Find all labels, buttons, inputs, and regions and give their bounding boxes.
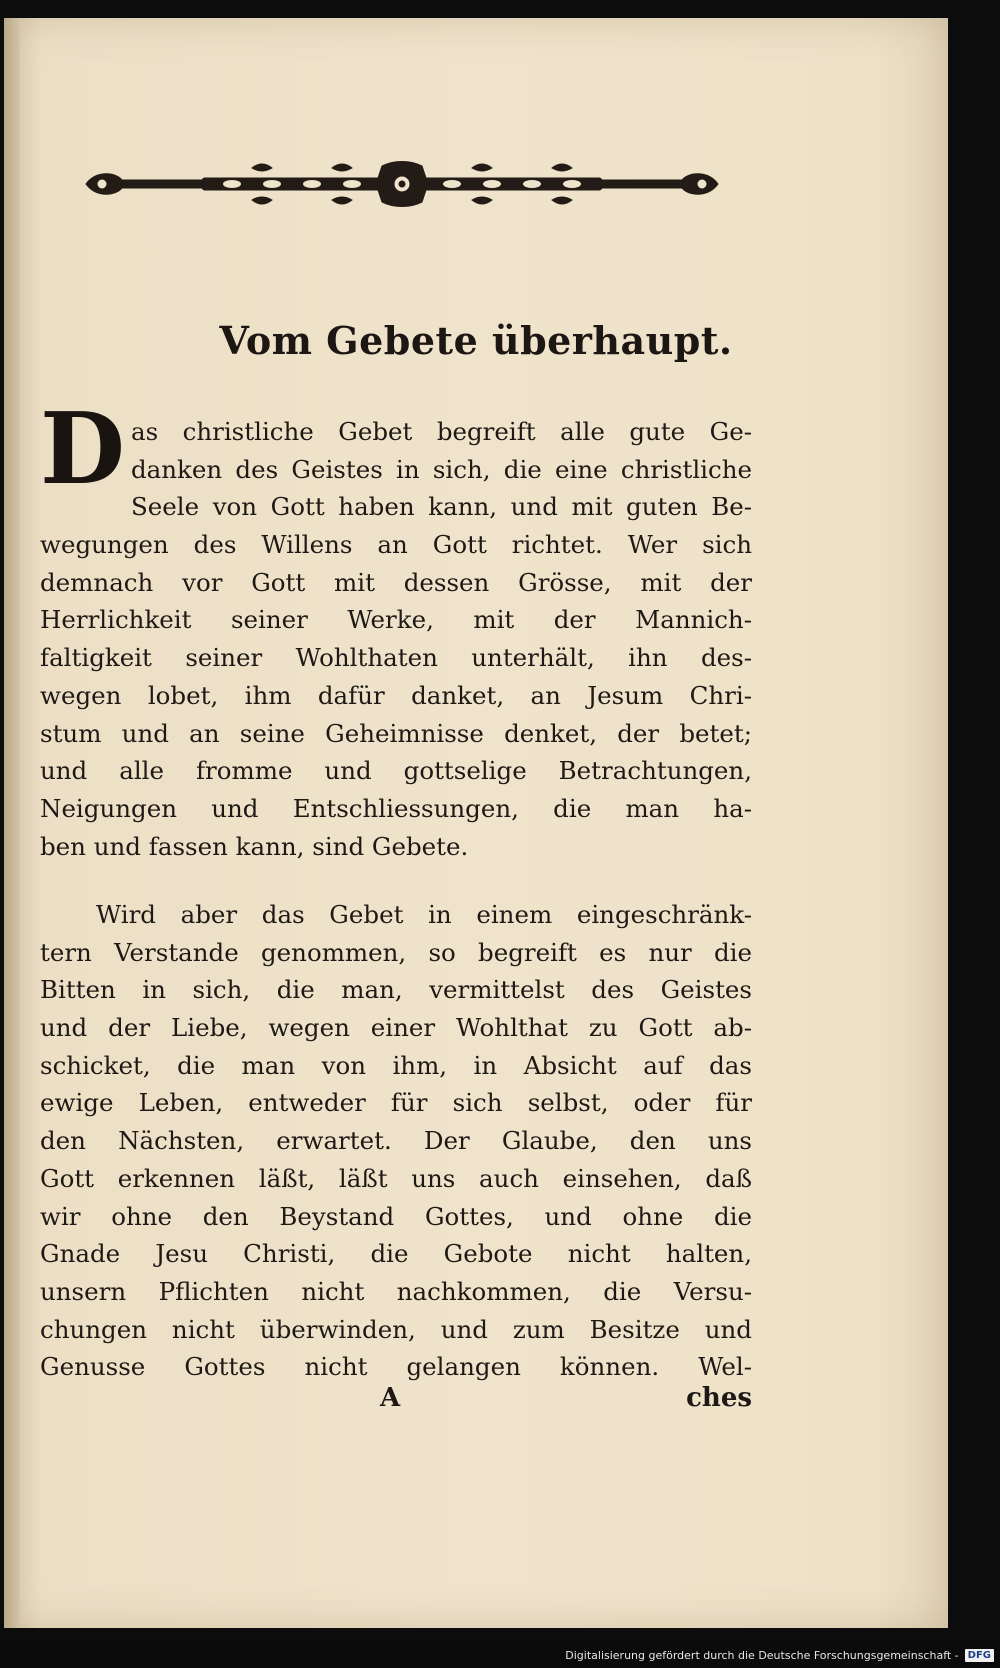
text-line: faltigkeit seiner Wohlthaten unterhält, ihn des- [40, 643, 752, 673]
text-line: wir ohne den Beystand Gottes, und ohne die [40, 1201, 752, 1231]
text-line: schicket, die man von ihm, in Absicht auf das [40, 1050, 752, 1080]
text-line: as christliche Gebet begreift alle gute Ge- [130, 417, 752, 446]
signature-mark: A [380, 1383, 401, 1413]
text-line: Herrlichkeit seiner Werke, mit der Mannich- [40, 605, 752, 635]
dfg-logo: DFG [965, 1649, 994, 1662]
text-line: Genusse Gottes nicht gelangen können. Wel- [40, 1352, 752, 1382]
text-line: Seele von Gott haben kann, und mit guten Be- [130, 492, 752, 522]
catchword: ches [686, 1383, 752, 1413]
page-gutter-edge [4, 18, 20, 1628]
drop-cap-initial: D [40, 392, 125, 507]
text-line: danken des Geistes in sich, die eine christliche [130, 454, 752, 484]
text-line: Gnade Jesu Christi, die Gebote nicht halten, [40, 1239, 752, 1269]
text-line: ewige Leben, entweder für sich selbst, oder für [40, 1088, 752, 1118]
book-page [4, 18, 948, 1628]
paragraph-2 [40, 896, 752, 1386]
text-line: Bitten in sich, die man, vermittelst des Geistes [40, 975, 752, 1005]
paragraph-1 [40, 392, 752, 865]
text-line: wegen lobet, ihm dafür danket, an Jesum Chri- [40, 680, 752, 710]
text-line: chungen nicht überwinden, und zum Besitze und [40, 1314, 752, 1344]
digitization-credit-text: Digitalisierung gefördert durch die Deutsche Forschungsgemeinschaft - [565, 1648, 959, 1662]
text-line: demnach vor Gott mit dessen Grösse, mit der [40, 567, 752, 597]
text-line: stum und an seine Geheimnisse denket, der betet; [40, 718, 752, 748]
decorative-ornament-band [82, 158, 722, 210]
text-line: ben und fassen kann, sind Gebete. [40, 831, 469, 861]
text-line: und alle fromme und gottselige Betrachtungen, [40, 756, 752, 786]
text-line: den Nächsten, erwartet. Der Glaube, den uns [40, 1126, 752, 1156]
page-footer [40, 1383, 752, 1423]
text-line: Neigungen und Entschliessungen, die man ha- [40, 793, 752, 823]
digitization-credit-bar [565, 1646, 994, 1664]
chapter-heading: Vom Gebete überhaupt. [219, 318, 733, 363]
text-line: und der Liebe, wegen einer Wohlthat zu Gott ab- [40, 1013, 752, 1043]
text-line: Gott erkennen läßt, läßt uns auch einsehen, daß [40, 1163, 752, 1193]
text-line: tern Verstande genommen, so begreift es nur die [40, 937, 752, 967]
text-line: unsern Pflichten nicht nachkommen, die Versu- [40, 1276, 752, 1306]
text-line: Wird aber das Gebet in einem eingeschränk- [96, 900, 752, 929]
text-line: wegungen des Willens an Gott richtet. Wer sich [40, 530, 752, 560]
